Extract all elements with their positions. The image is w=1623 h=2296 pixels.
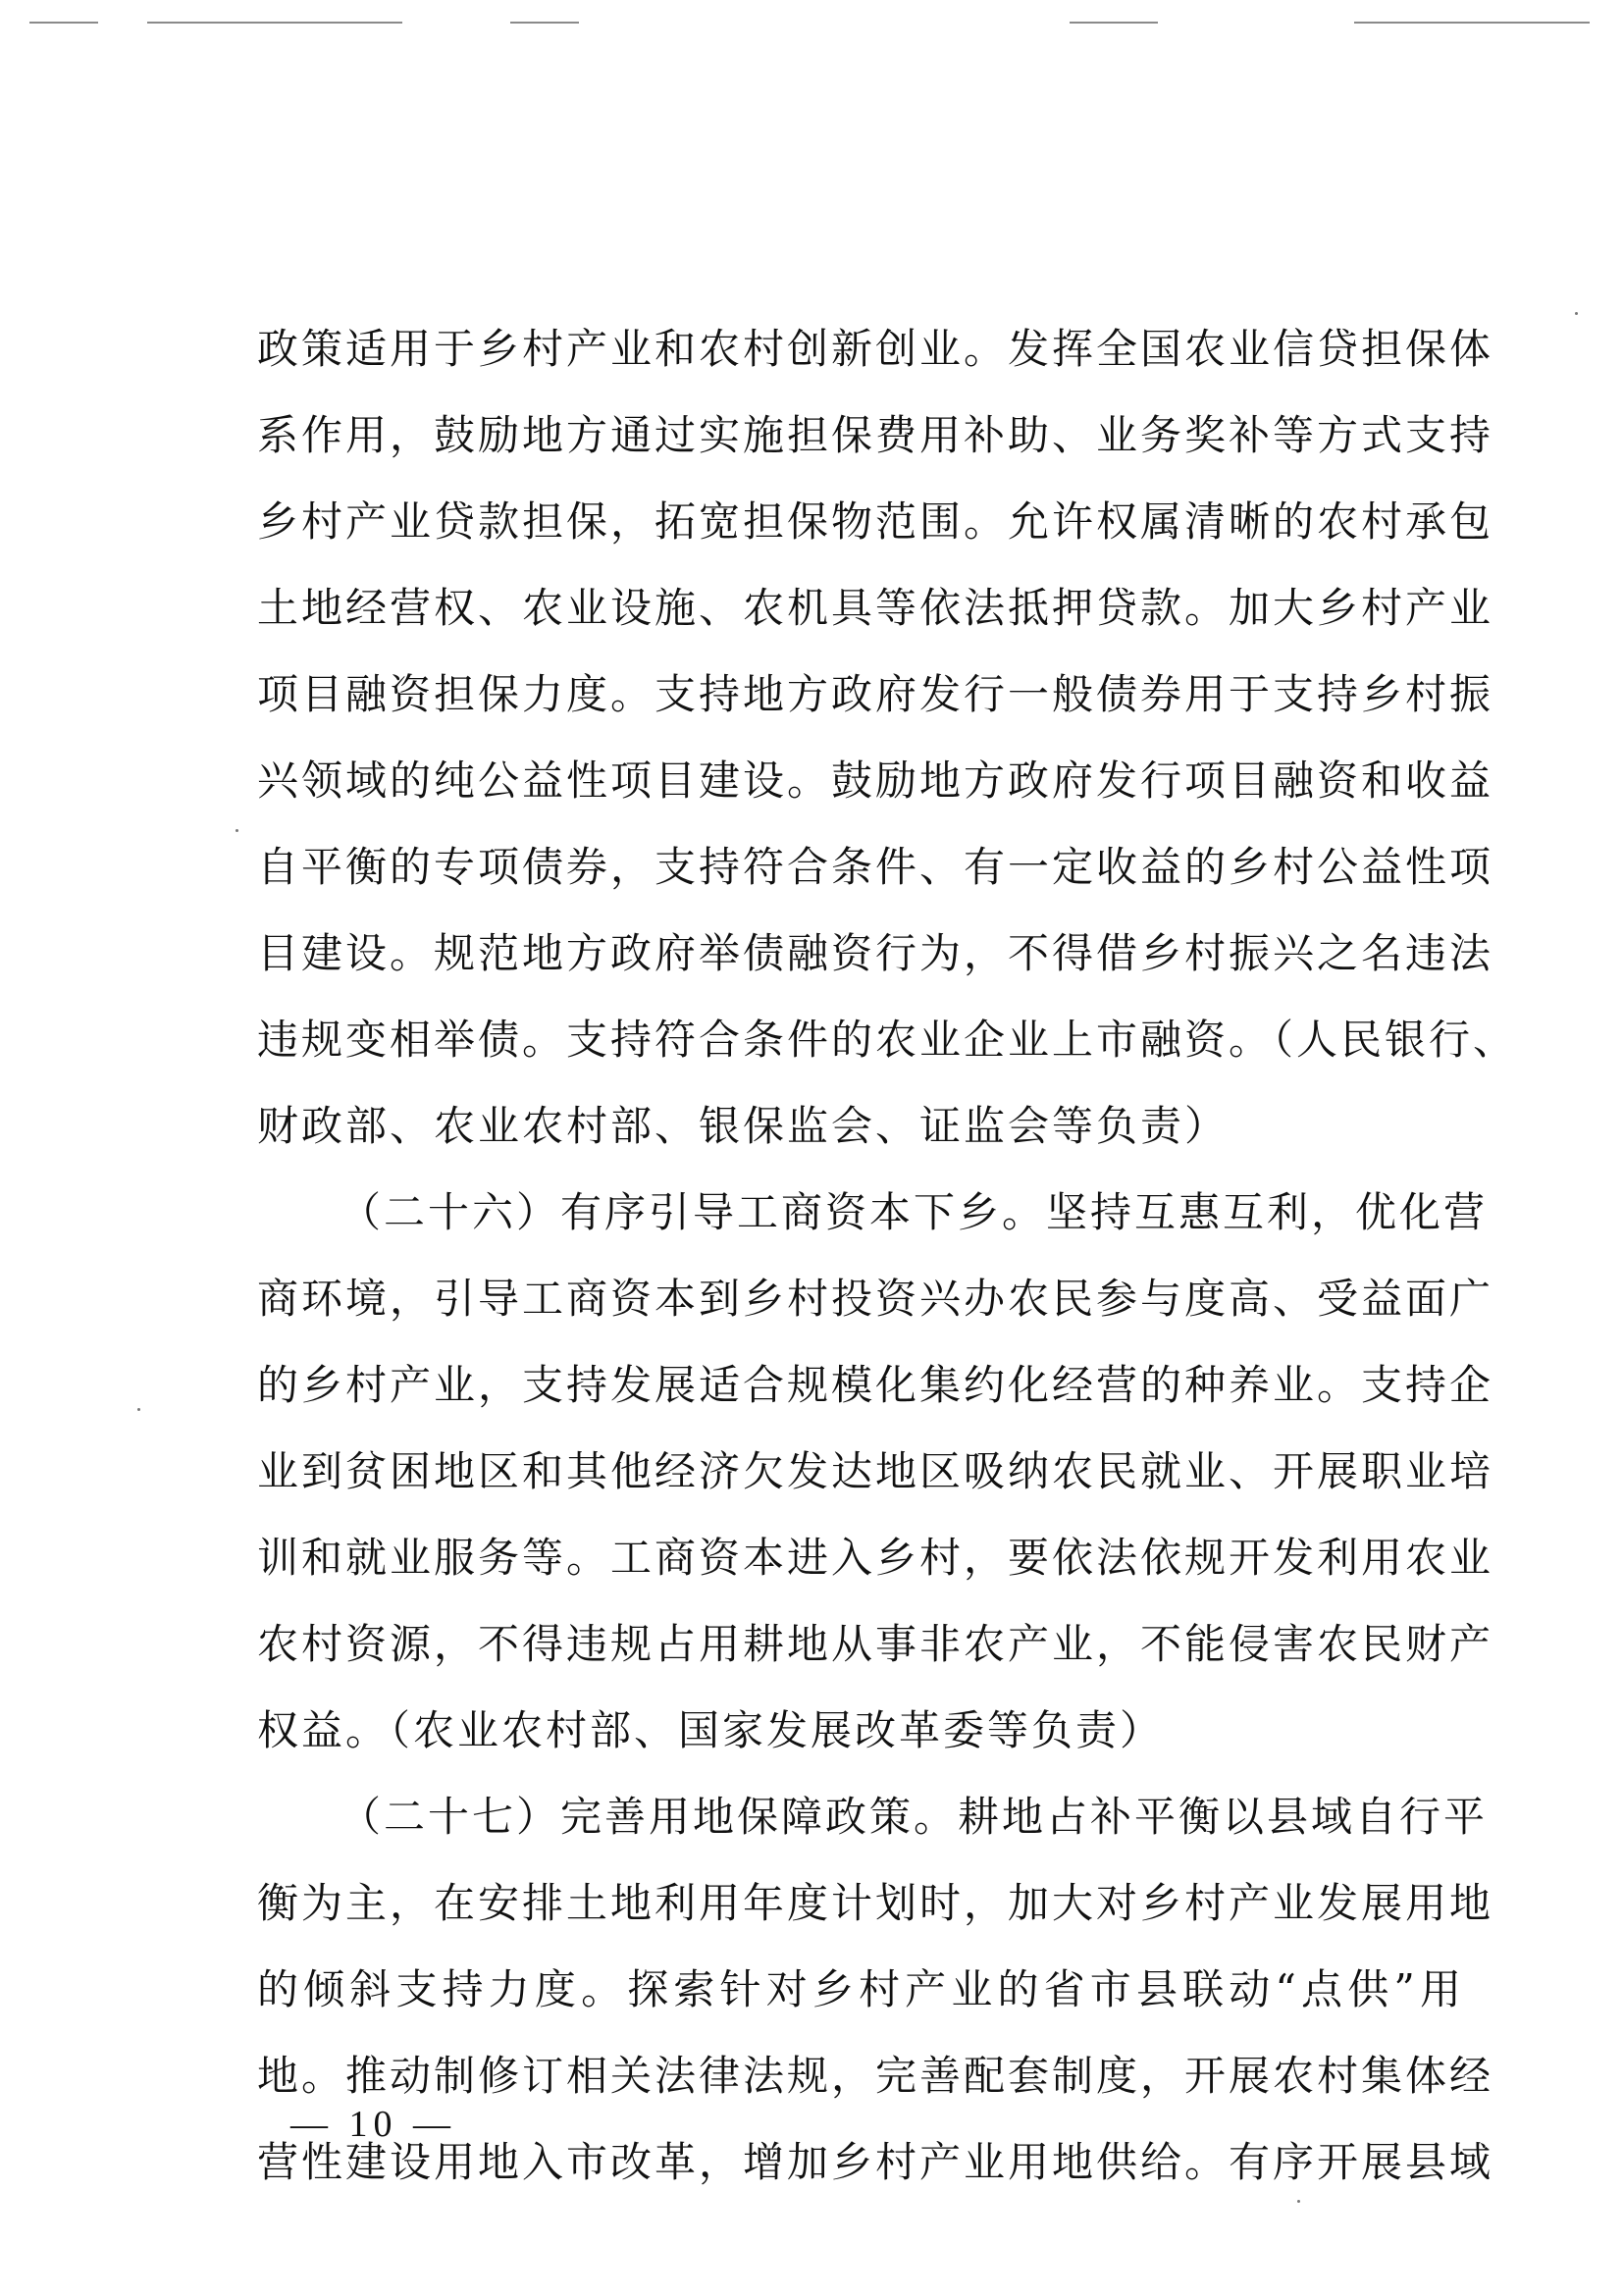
text-line: 政策适用于乡村产业和农村创新创业。发挥全国农业信贷担保体 [257,325,1494,373]
scan-speck [236,829,238,832]
text-line: 业到贫困地区和其他经济欠发达地区吸纳农民就业、开展职业培 [257,1447,1494,1495]
text-line: 衡为主，在安排土地利用年度计划时，加大对乡村产业发展用地 [257,1879,1494,1927]
text-line: 违规变相举债。支持符合条件的农业企业上市融资。（人民银行、 [257,1016,1518,1064]
text-line: 权益。（农业农村部、国家发展改革委等负责） [257,1706,1165,1754]
text-line: 商环境，引导工商资本到乡村投资兴办农民参与度高、受益面广 [257,1275,1494,1323]
scan-speck [1575,312,1578,315]
text-line: 系作用，鼓励地方通过实施担保费用补助、业务奖补等方式支持 [257,411,1494,459]
text-line: 财政部、农业农村部、银保监会、证监会等负责） [257,1102,1230,1150]
text-line: 地。推动制修订相关法律法规，完善配套制度，开展农村集体经 [257,2052,1494,2100]
text-line: 乡村产业贷款担保，拓宽担保物范围。允许权属清晰的农村承包 [257,497,1494,546]
body-text [257,306,1518,2206]
scan-speck [137,1408,140,1411]
text-line: 土地经营权、农业设施、农机具等依法抵押贷款。加大乡村产业 [257,584,1494,632]
text-line: 的乡村产业，支持发展适合规模化集约化经营的种养业。支持企 [257,1361,1494,1409]
text-line: 的倾斜支持力度。探索针对乡村产业的省市县联动“点供”用 [257,1965,1464,2013]
text-line: 自平衡的专项债券，支持符合条件、有一定收益的乡村公益性项 [257,843,1494,891]
text-line: 训和就业服务等。工商资本进入乡村，要依法依规开发利用农业 [257,1534,1494,1582]
scan-edge-artifact [0,20,1623,26]
text-line: 目建设。规范地方政府举债融资行为，不得借乡村振兴之名违法 [257,929,1494,977]
page-number: — 10 — [290,2104,456,2145]
text-line: 项目融资担保力度。支持地方政府发行一般债券用于支持乡村振 [257,670,1494,718]
text-line: 兴领域的纯公益性项目建设。鼓励地方政府发行项目融资和收益 [257,757,1494,805]
text-line: 营性建设用地入市改革，增加乡村产业用地供给。有序开展县域 [257,2138,1494,2186]
scan-speck [1297,2200,1300,2203]
section-heading-line: （二十六）有序引导工商资本下乡。坚持互惠互利，优化营 [340,1188,1489,1236]
section-heading-line: （二十七）完善用地保障政策。耕地占补平衡以县域自行平 [340,1793,1489,1841]
text-line: 农村资源，不得违规占用耕地从事非农产业，不能侵害农民财产 [257,1620,1494,1668]
